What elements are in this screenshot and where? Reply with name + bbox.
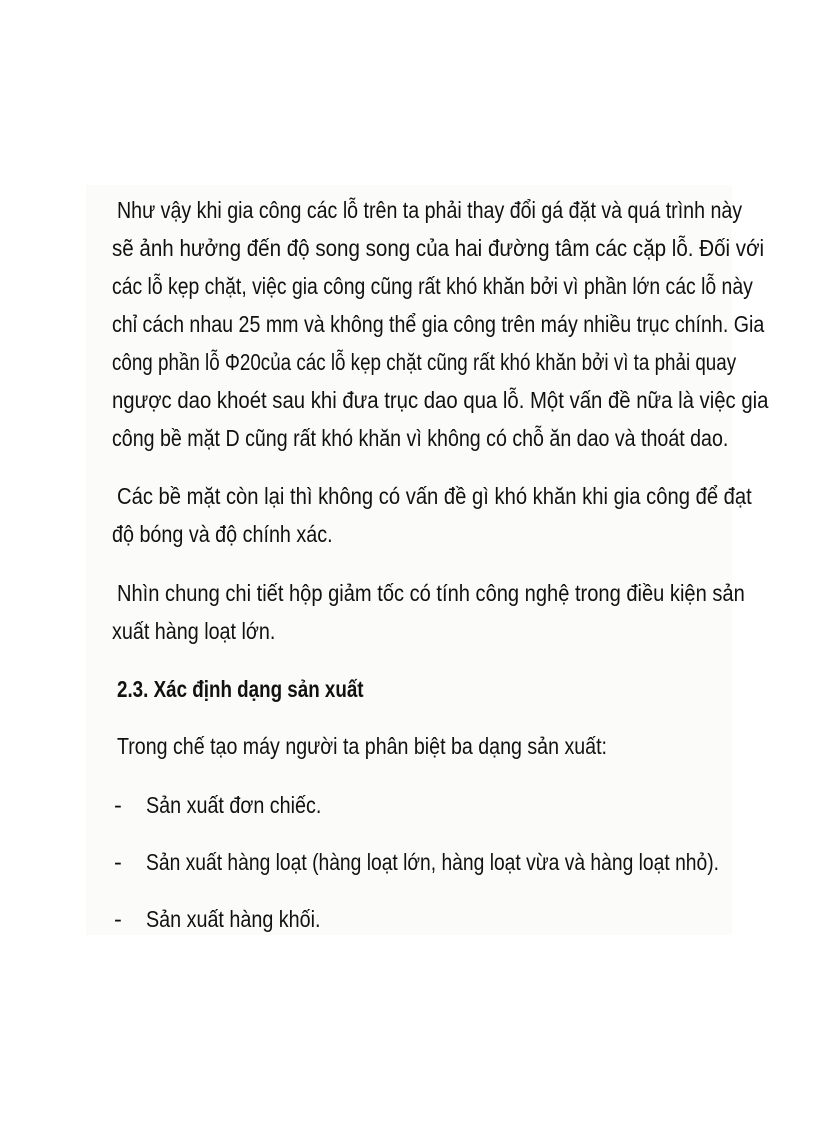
- section-heading: 2.3. Xác định dạng sản xuất: [117, 676, 364, 702]
- paragraph-line: các lỗ kẹp chặt, việc gia công cũng rất khó khăn bởi vì phần lớn các lỗ này: [112, 273, 753, 299]
- paragraph-line: Như vậy khi gia công các lỗ trên ta phải thay đổi gá đặt và quá trình này: [117, 197, 743, 223]
- section-intro: Trong chế tạo máy người ta phân biệt ba dạng sản xuất:: [117, 733, 607, 759]
- list-item-text: Sản xuất hàng khối.: [146, 906, 321, 932]
- list-item-text: Sản xuất hàng loạt (hàng loạt lớn, hàng loạt vừa và hàng loạt nhỏ).: [146, 849, 720, 875]
- paragraph-line: công phần lỗ Φ20của các lỗ kẹp chặt cũng rất khó khăn bởi vì ta phải quay: [112, 349, 737, 375]
- list-dash: -: [114, 792, 122, 818]
- paragraph-line: sẽ ảnh hưởng đến độ song song của hai đường tâm các cặp lỗ. Đối với: [112, 235, 765, 261]
- paragraph-line: ngược dao khoét sau khi đưa trục dao qua lỗ. Một vấn đề nữa là việc gia: [112, 387, 769, 413]
- paragraph-line: chỉ cách nhau 25 mm và không thể gia công trên máy nhiều trục chính. Gia: [112, 311, 765, 337]
- paragraph-line: Các bề mặt còn lại thì không có vấn đề gì khó khăn khi gia công để đạt: [117, 483, 752, 509]
- list-dash: -: [114, 906, 122, 932]
- list-dash: -: [114, 849, 122, 875]
- paragraph-line: xuất hàng loạt lớn.: [112, 618, 276, 644]
- paragraph-line: công bề mặt D cũng rất khó khăn vì không có chỗ ăn dao và thoát dao.: [112, 425, 729, 451]
- list-item-text: Sản xuất đơn chiếc.: [146, 792, 322, 818]
- paragraph-line: độ bóng và độ chính xác.: [112, 521, 333, 547]
- paragraph-line: Nhìn chung chi tiết hộp giảm tốc có tính công nghệ trong điều kiện sản: [117, 580, 745, 606]
